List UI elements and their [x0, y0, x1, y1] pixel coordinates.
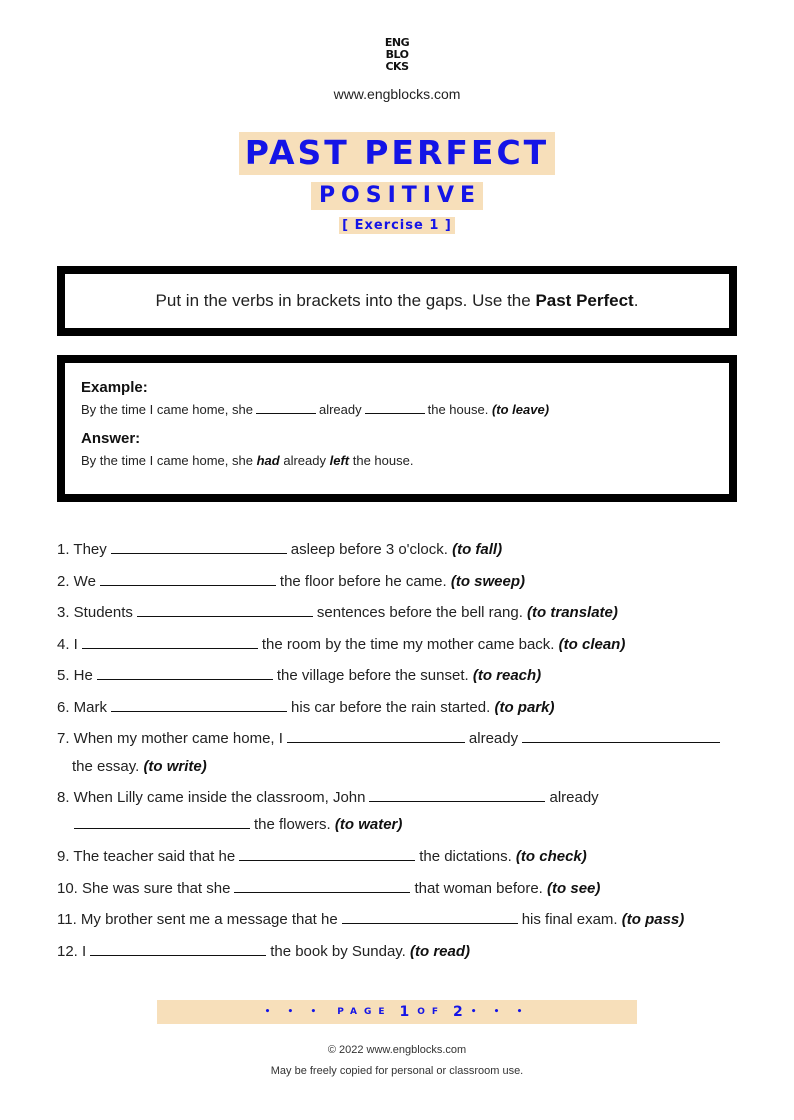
- answer-blank[interactable]: [100, 572, 276, 586]
- answer-blank[interactable]: [97, 666, 273, 680]
- exercise-item: 2. We the floor before he came. (to sweep): [57, 572, 526, 590]
- page-subtitle: POSITIVE: [311, 182, 483, 210]
- dots-right: • • •: [470, 1007, 530, 1017]
- site-url: www.engblocks.com: [333, 86, 461, 102]
- exercise-item: 10. She was sure that she that woman before. (to see): [57, 879, 601, 897]
- example-sentence: By the time I came home, she already the house. (to leave): [81, 402, 550, 417]
- example-blank-2: [365, 402, 425, 414]
- exercise-item: 9. The teacher said that he the dictations. (to check): [57, 848, 587, 865]
- license-note: May be freely copied for personal or classroom use.: [270, 1065, 524, 1077]
- answer-blank[interactable]: [369, 788, 545, 802]
- copyright: © 2022 www.engblocks.com: [327, 1044, 467, 1056]
- example-blank-1: [256, 402, 316, 414]
- example-hint: (to leave): [491, 402, 550, 417]
- answer-blank[interactable]: [82, 635, 258, 649]
- dots-left: • • •: [264, 1007, 324, 1017]
- logo-line-1: ENG: [384, 36, 410, 49]
- page-word: PAGE: [337, 1007, 392, 1017]
- exercise-list: [57, 540, 747, 973]
- answer-blank[interactable]: [111, 698, 287, 712]
- answer-blank[interactable]: [111, 540, 287, 554]
- exercise-label: [ Exercise 1 ]: [339, 217, 455, 234]
- instruction-text: Put in the verbs in brackets into the gaps. Use the Past Perfect.: [155, 291, 639, 310]
- page-number: 1: [399, 1004, 410, 1020]
- of-word: OF: [417, 1007, 446, 1017]
- exercise-item: 8. When Lilly came inside the classroom, John already the flowers. (to water): [57, 789, 599, 833]
- answer-blank[interactable]: [342, 910, 518, 924]
- answer-blank[interactable]: [74, 815, 250, 829]
- answer-blank[interactable]: [234, 879, 410, 893]
- example-box: [57, 355, 737, 502]
- exercise-item: 4. I the room by the time my mother came back. (to clean): [57, 635, 626, 653]
- logo-line-2: BLO: [385, 48, 409, 61]
- exercise-item: 11. My brother sent me a message that he his final exam. (to pass): [57, 911, 685, 928]
- answer-blank[interactable]: [522, 729, 720, 743]
- page-total: 2: [453, 1004, 463, 1020]
- exercise-item: 7. When my mother came home, I already the essay. (to write): [57, 729, 747, 788]
- answer-label: Answer:: [81, 430, 141, 447]
- engblocks-logo: [0, 37, 794, 73]
- answer-blank[interactable]: [287, 729, 465, 743]
- answer-sentence: By the time I came home, she had already left the house.: [81, 453, 414, 468]
- exercise-item: 1. They asleep before 3 o'clock. (to fall): [57, 541, 503, 558]
- example-label: Example:: [81, 379, 148, 396]
- exercise-item: 12. I the book by Sunday. (to read): [57, 942, 471, 960]
- logo-line-3: CKS: [385, 60, 409, 73]
- answer-blank[interactable]: [239, 847, 415, 861]
- exercise-item: 6. Mark his car before the rain started. (to park): [57, 698, 555, 716]
- page-title: PAST PERFECT: [239, 132, 555, 175]
- instruction-box: [57, 266, 737, 336]
- instruction-tense: Past Perfect: [535, 291, 634, 310]
- exercise-item: 3. Students sentences before the bell rang. (to translate): [57, 604, 618, 621]
- page-indicator: [157, 1000, 637, 1024]
- answer-blank[interactable]: [137, 603, 313, 617]
- answer-blank[interactable]: [90, 942, 266, 956]
- exercise-item: 5. He the village before the sunset. (to reach): [57, 667, 542, 684]
